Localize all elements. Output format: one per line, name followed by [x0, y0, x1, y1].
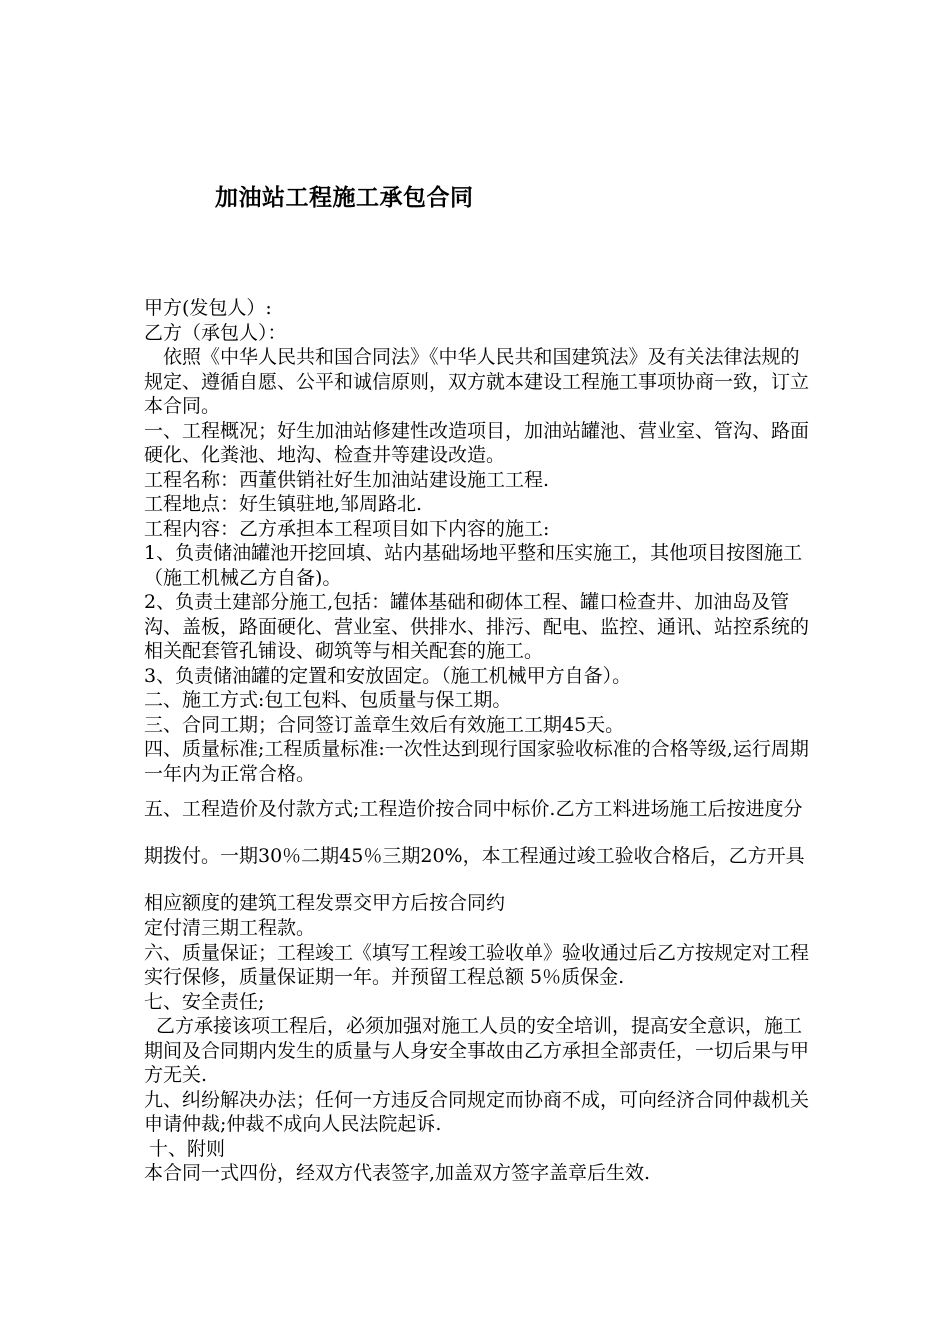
scope-item-3: 3、负责储油罐的定置和安放固定。（施工机械甲方自备）。 — [144, 664, 632, 687]
section-4-quality-standard: 四、质量标准;工程质量标准:一次性达到现行国家验收标准的合格等级,运行周期一年内为正常合格。 — [144, 738, 809, 785]
section-3-duration: 三、合同工期；合同签订盖章生效后有效施工工期45天。 — [144, 713, 625, 736]
section-10-body: 本合同一式四份，经双方代表签字,加盖双方签字盖章后生效. — [144, 1162, 651, 1184]
section-7-safety-body: 乙方承接该项工程后，必须加强对施工人员的安全培训，提高安全意识，施工期间及合同期内发生的质量与人身安全事故由乙方承担全部责任，一切后果与甲方无关. — [144, 1015, 810, 1086]
party-a-line: 甲方(发包人）: — [144, 297, 272, 319]
preamble-paragraph: 依照《中华人民共和国合同法》《中华人民共和国建筑法》及有关法律法规的规定、遵循自愿、公平和诚信原则，双方就本建设工程施工事项协商一致，订立本合同。 — [144, 346, 810, 417]
document-title: 加油站工程施工承包合同 — [215, 185, 474, 211]
section-7-safety-heading: 七、安全责任; — [144, 990, 265, 1013]
party-b-line: 乙方（承包人）： — [144, 321, 287, 344]
section-9-disputes: 九、纠纷解决办法；任何一方违反合同规定而协商不成，可向经济合同仲裁机关申请仲裁;仲裁不成向人民法院起诉. — [144, 1088, 810, 1135]
section-2-method: 二、施工方式:包工包料、包质量与保工期。 — [144, 689, 512, 711]
project-location: 工程地点：好生镇驻地,邹周路北. — [144, 493, 423, 515]
section-10-heading: 十、附则 — [149, 1137, 226, 1160]
section-5-payment: 五、工程造价及付款方式;工程造价按合同中标价.乙方工料进场施工后按进度分期拨付。一期30％二期45％三期20%，本工程通过竣工验收合格后，乙方开具相应额度的建筑工程发票交甲方后按合同约 — [144, 798, 805, 914]
section-5-payment-end: 定付清三期工程款。 — [144, 917, 316, 939]
document-body — [144, 296, 814, 1186]
scope-item-1: 1、负责储油罐池开挖回填、站内基础场地平整和压实施工，其他项目按图施工（施工机械乙方自备)。 — [144, 542, 803, 589]
project-name: 工程名称：西董供销社好生加油站建设施工工程. — [144, 468, 550, 491]
section-6-warranty: 六、质量保证；工程竣工《填写工程竣工验收单》验收通过后乙方按规定对工程实行保修，质量保证期一年。并预留工程总额 5％质保金. — [144, 941, 810, 988]
project-scope: 工程内容：乙方承担本工程项目如下内容的施工: — [144, 517, 550, 540]
section-1-overview: 一、工程概况；好生加油站修建性改造项目，加油站罐池、营业室、管沟、路面硬化、化粪池、地沟、检查井等建设改造。 — [144, 419, 810, 466]
scope-item-2: 2、负责土建部分施工,包括：罐体基础和砌体工程、罐口检查井、加油岛及管沟、盖板，路面硬化、营业室、供排水、排污、配电、监控、通讯、站控系统的相关配套管孔铺设、砌筑等与相关配套的施工。 — [144, 591, 810, 662]
